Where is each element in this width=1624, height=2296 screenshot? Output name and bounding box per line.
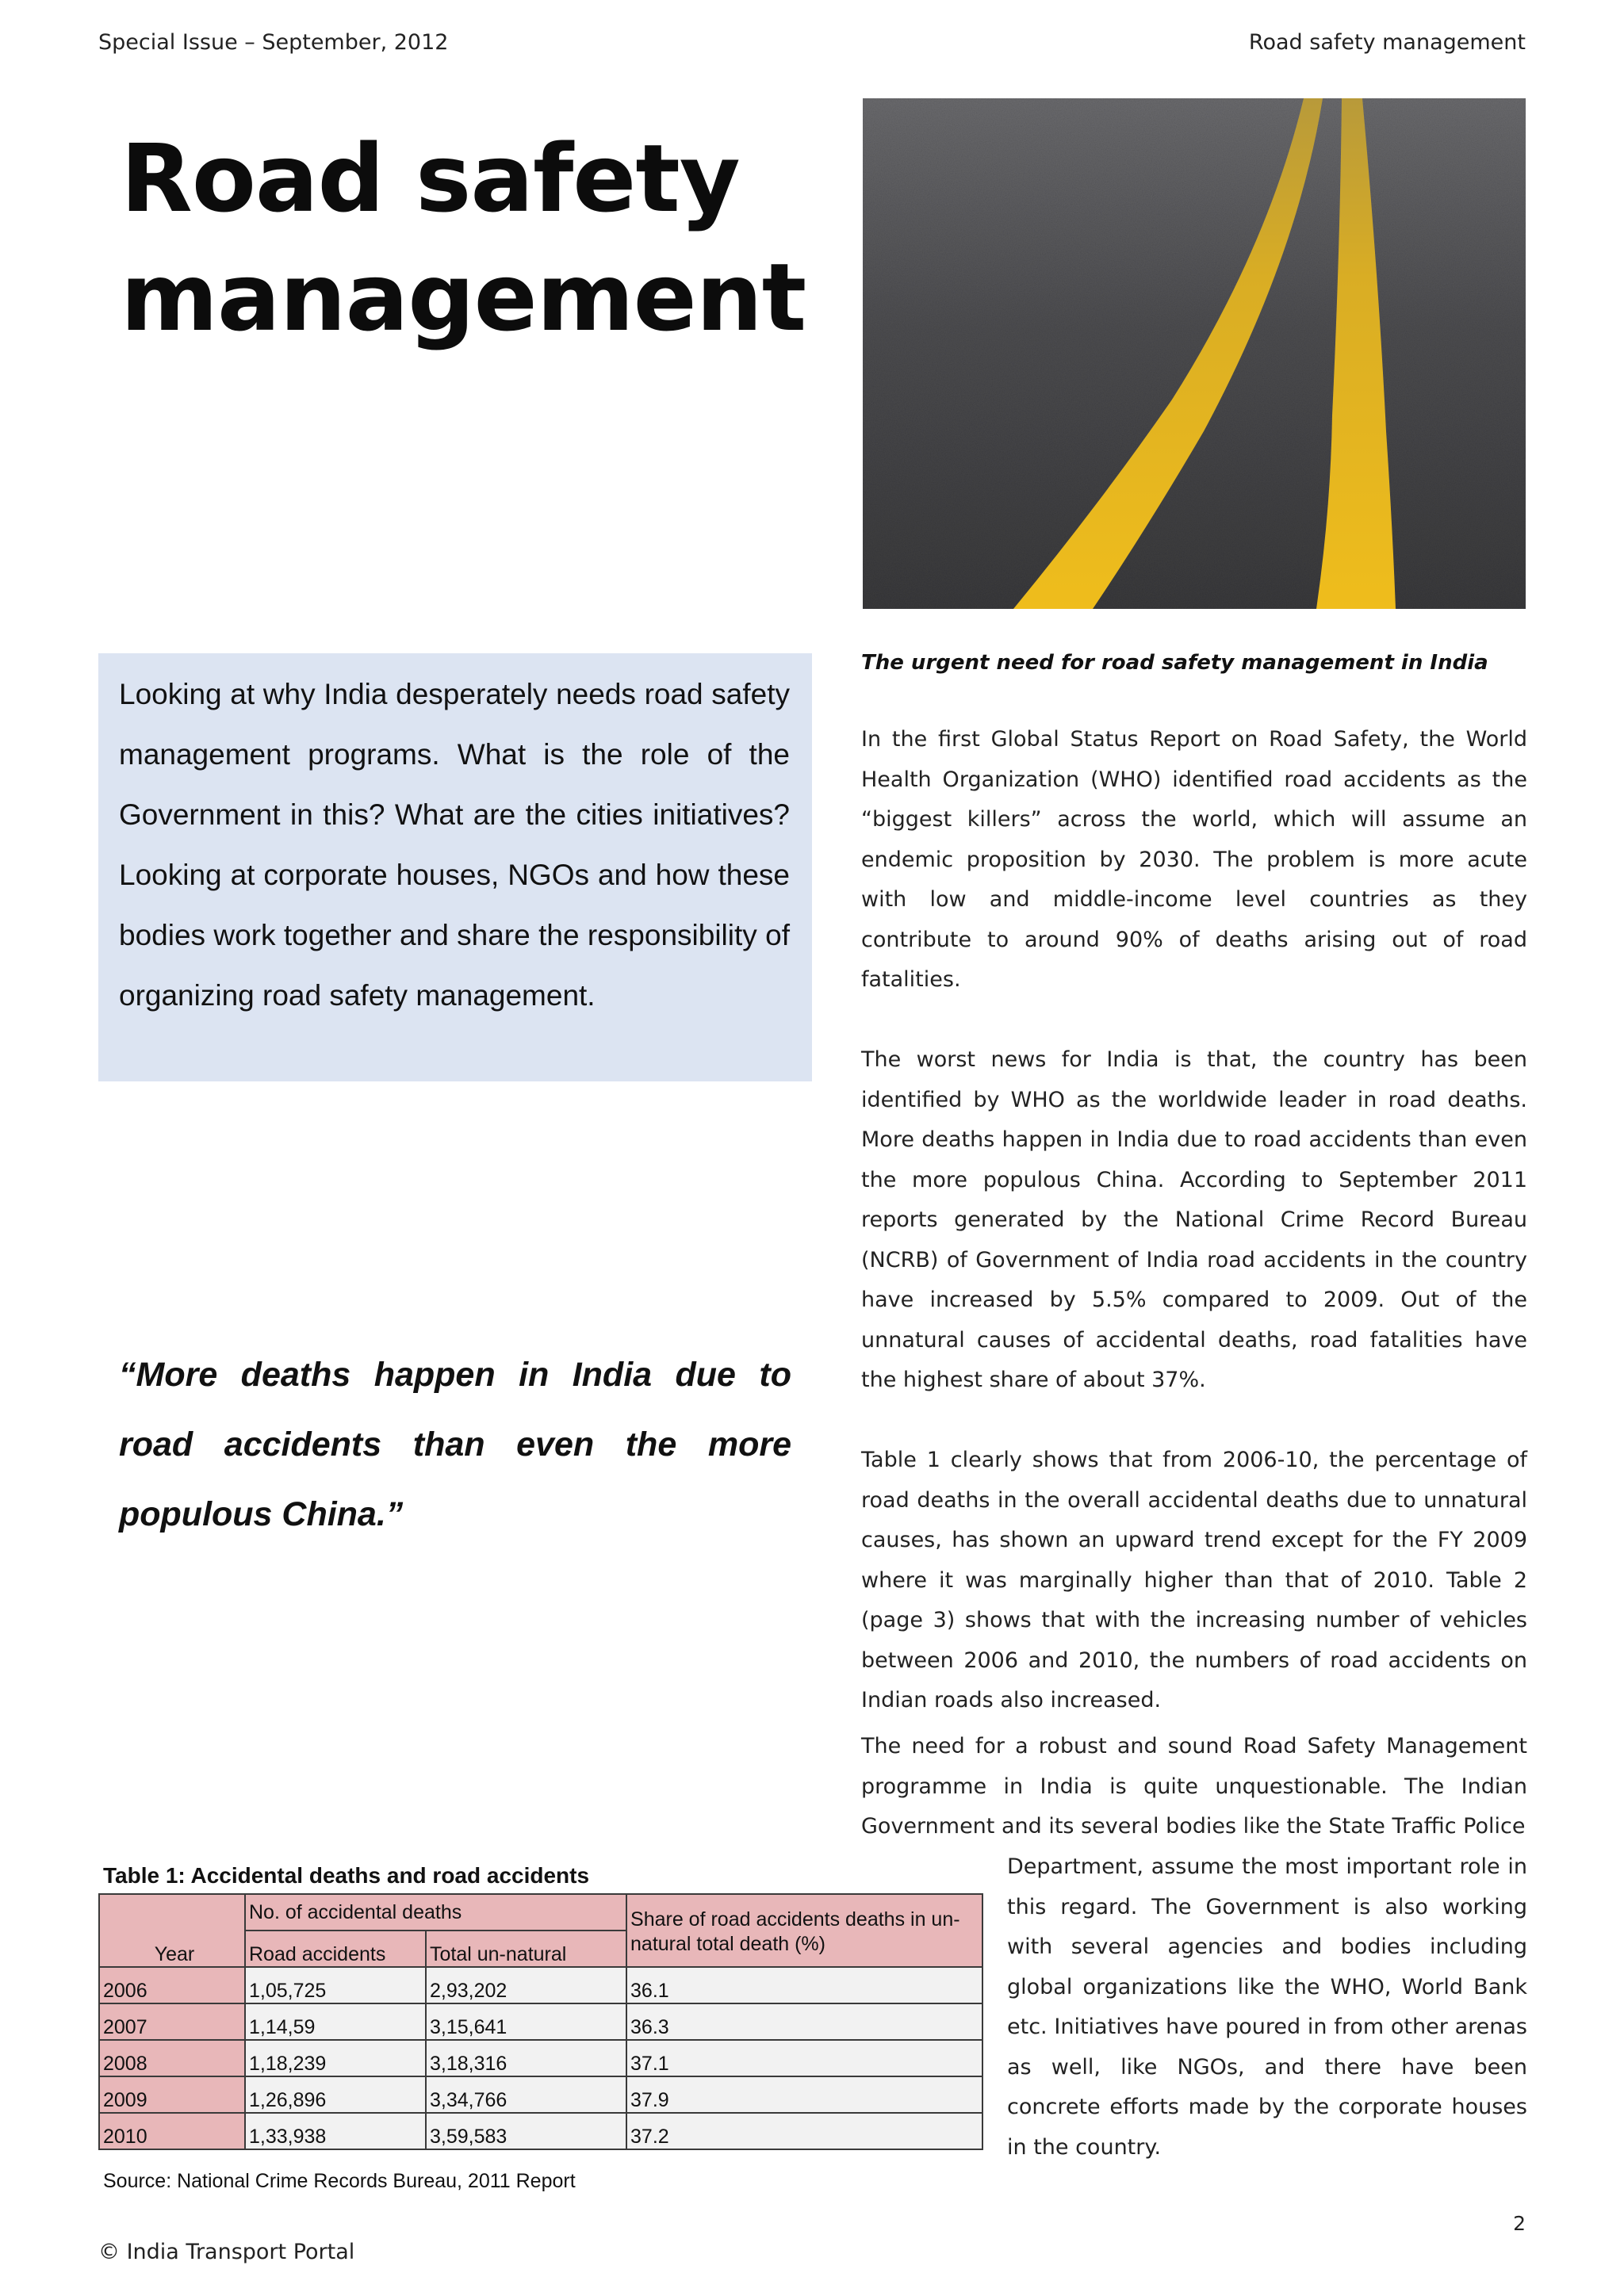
table-cell-share: 37.1 xyxy=(626,2040,982,2076)
table-row xyxy=(99,2113,982,2149)
running-header-title: Road safety management xyxy=(1248,30,1526,55)
table-cell-year: 2008 xyxy=(99,2040,245,2076)
table-cell-year: 2010 xyxy=(99,2113,245,2149)
table-cell-total: 3,18,316 xyxy=(426,2040,626,2076)
table-header-road: Road accidents xyxy=(245,1931,426,1967)
table-cell-total: 2,93,202 xyxy=(426,1967,626,2003)
table-cell-year: 2006 xyxy=(99,1967,245,2003)
intro-text: Looking at why India desperately needs road safety management programs. What is the role of the Government in this? What are the cities initiatives? Looking at corporate houses, NGOs and how these bodies work together and share the responsibility of organizing road safety management. xyxy=(119,678,790,1012)
table-cell-road: 1,26,896 xyxy=(245,2076,426,2113)
accident-table xyxy=(98,1893,983,2150)
intro-box xyxy=(98,653,812,1081)
page-title xyxy=(121,119,834,357)
article-paragraph-1: In the first Global Status Report on Road Safety, the World Health Organization (WHO) identified road accidents as the “biggest killers” across the world, which will assume an endemic proposition by 2030. The problem is more acute with low and middle-income level countries as they contribute to around 90% of deaths arising out of road fatalities. xyxy=(861,727,1527,992)
table-row xyxy=(99,1967,982,2003)
table-header-total: Total un-natural xyxy=(426,1931,626,1967)
pull-quote: “More deaths happen in India due to road accidents than even the more populous China.” xyxy=(119,1356,791,1533)
asphalt-surface xyxy=(863,98,1526,609)
table-row xyxy=(99,2040,982,2076)
article-paragraph-4-wide: The need for a robust and sound Road Safety Management programme in India is quite unquestionable. The Indian Government and its several bodies like the State Traffic Police xyxy=(861,1734,1527,1839)
article-paragraph-3: Table 1 clearly shows that from 2006-10, the percentage of road deaths in the overall accidental deaths due to unnatural causes, has shown an upward trend except for the FY 2009 where it was marginally higher than that of 2010. Table 2 (page 3) shows that with the increasing number of vehicles between 2006 and 2010, the numbers of road accidents on Indian roads also increased. xyxy=(861,1448,1527,1712)
table-header-share: Share of road accidents deaths in un-natural total death (%) xyxy=(626,1894,982,1967)
table-cell-road: 1,14,59 xyxy=(245,2003,426,2040)
table-cell-share: 36.3 xyxy=(626,2003,982,2040)
footer-copyright: © India Transport Portal xyxy=(98,2240,355,2264)
table-header-year: Year xyxy=(99,1894,245,1967)
table-cell-road: 1,18,239 xyxy=(245,2040,426,2076)
page-title-line-2: management xyxy=(121,243,806,352)
table-row xyxy=(99,2076,982,2113)
table-cell-total: 3,34,766 xyxy=(426,2076,626,2113)
table-cell-road: 1,05,725 xyxy=(245,1967,426,2003)
table-header-group: No. of accidental deaths xyxy=(245,1894,626,1931)
running-header-issue: Special Issue – September, 2012 xyxy=(98,30,449,55)
table-cell-share: 37.9 xyxy=(626,2076,982,2113)
table-cell-total: 3,15,641 xyxy=(426,2003,626,2040)
article-body xyxy=(861,720,1527,1721)
table-source: Source: National Crime Records Bureau, 2011 Report xyxy=(103,2170,576,2192)
road-photo xyxy=(863,98,1526,609)
table-cell-share: 36.1 xyxy=(626,1967,982,2003)
article-paragraph-4-narrow: Department, assume the most important role in this regard. The Government is also working with several agencies and bodies including global organizations like the WHO, World Bank etc. Initiatives have poured in from other arenas as well, like NGOs, and there have been concrete efforts made by the corporate houses in the country. xyxy=(1007,1854,1527,2160)
table-cell-year: 2007 xyxy=(99,2003,245,2040)
page-number: 2 xyxy=(1513,2212,1526,2235)
table-caption: Table 1: Accidental deaths and road accidents xyxy=(103,1863,590,1888)
table-cell-total: 3,59,583 xyxy=(426,2113,626,2149)
table-row xyxy=(99,2003,982,2040)
page-title-line-1: Road safety xyxy=(121,124,740,233)
table-cell-year: 2009 xyxy=(99,2076,245,2113)
table-cell-share: 37.2 xyxy=(626,2113,982,2149)
article-kicker: The urgent need for road safety management in India xyxy=(861,651,1488,675)
table-cell-road: 1,33,938 xyxy=(245,2113,426,2149)
article-paragraph-2: The worst news for India is that, the country has been identified by WHO as the worldwide leader in road deaths. More deaths happen in India due to road accidents than even the more populous China. According to September 2011 reports generated by the National Crime Record Bureau (NCRB) of Government of India road accidents in the country have increased by 5.5% compared to 2009. Out of the unnatural causes of accidental deaths, road fatalities have the highest share of about 37%. xyxy=(861,1047,1527,1392)
